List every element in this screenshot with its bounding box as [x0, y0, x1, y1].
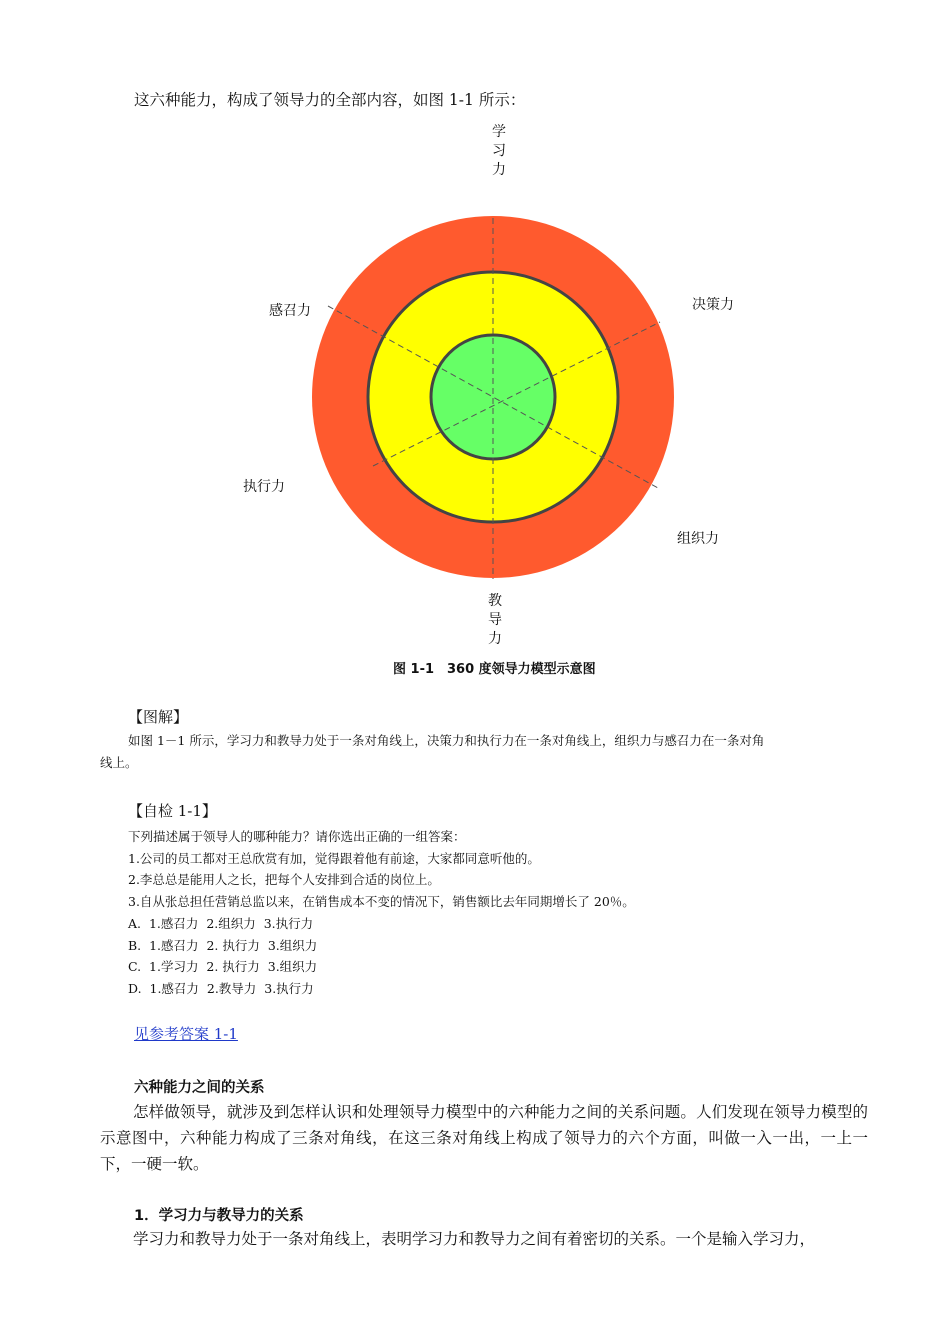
label-decision: 决策力 — [692, 297, 734, 313]
label-teaching: 教 导 力 — [488, 593, 502, 647]
label-execution: 执行力 — [243, 479, 285, 495]
zijian-heading: 【自检 1-1】 — [128, 802, 217, 820]
answer-reference-link[interactable]: 见参考答案 1-1 — [134, 1025, 238, 1043]
section1-paragraph: 怎样做领导，就涉及到怎样认识和处理领导力模型中的六种能力之间的关系问题。人们发现在领导力模型的示意图中，六种能力构成了三条对角线，在这三条对角线上构成了领导力的六个方面，叫做一入一出，一上一下，一硬一软。 — [100, 1103, 868, 1173]
label-organization: 组织力 — [677, 531, 719, 547]
label-learning: 学 习 力 — [492, 124, 506, 178]
section1-heading: 六种能力之间的关系 — [134, 1080, 265, 1096]
question-stem: 下列描述属于领导人的哪种能力？请你选出正确的一组答案： — [128, 829, 466, 844]
leadership-circles — [240, 120, 760, 650]
leadership-model-diagram — [240, 120, 760, 650]
tujie-heading: 【图解】 — [128, 708, 189, 726]
statement-3: 3.自从张总担任营销总监以来，在销售成本不变的情况下，销售额比去年同期增长了 20％。 — [128, 894, 635, 910]
section2-paragraph: 学习力和教导力处于一条对角线上，表明学习力和教导力之间有着密切的关系。一个是输入学习力， — [133, 1230, 816, 1248]
option-a: A. 1.感召力 2.组织力 3.执行力 — [128, 915, 314, 931]
intro-text: 这六种能力，构成了领导力的全部内容，如图 1-1 所示： — [134, 91, 526, 109]
section2-heading: 1．学习力与教导力的关系 — [134, 1208, 304, 1224]
statement-1: 1.公司的员工都对王总欣赏有加，觉得跟着他有前途，大家都同意听他的。 — [128, 850, 540, 866]
zijian-list — [128, 826, 635, 1000]
option-c: C. 1.学习力 2. 执行力 3.组织力 — [128, 959, 318, 975]
label-charisma: 感召力 — [269, 303, 311, 319]
option-d: D. 1.感召力 2.教导力 3.执行力 — [128, 980, 314, 996]
figure-caption: 图 1-1 360 度领导力模型示意图 — [393, 662, 596, 677]
tujie-line-1: 如图 1－1 所示，学习力和教导力处于一条对角线上，决策力和执行力在一条对角线上，组织力与感召力在一条对角 — [128, 733, 765, 748]
statement-2: 2.李总总是能用人之长，把每个人安排到合适的岗位上。 — [128, 872, 440, 888]
tujie-line-2: 线上。 — [100, 755, 138, 770]
option-b: B. 1.感召力 2. 执行力 3.组织力 — [128, 937, 318, 953]
